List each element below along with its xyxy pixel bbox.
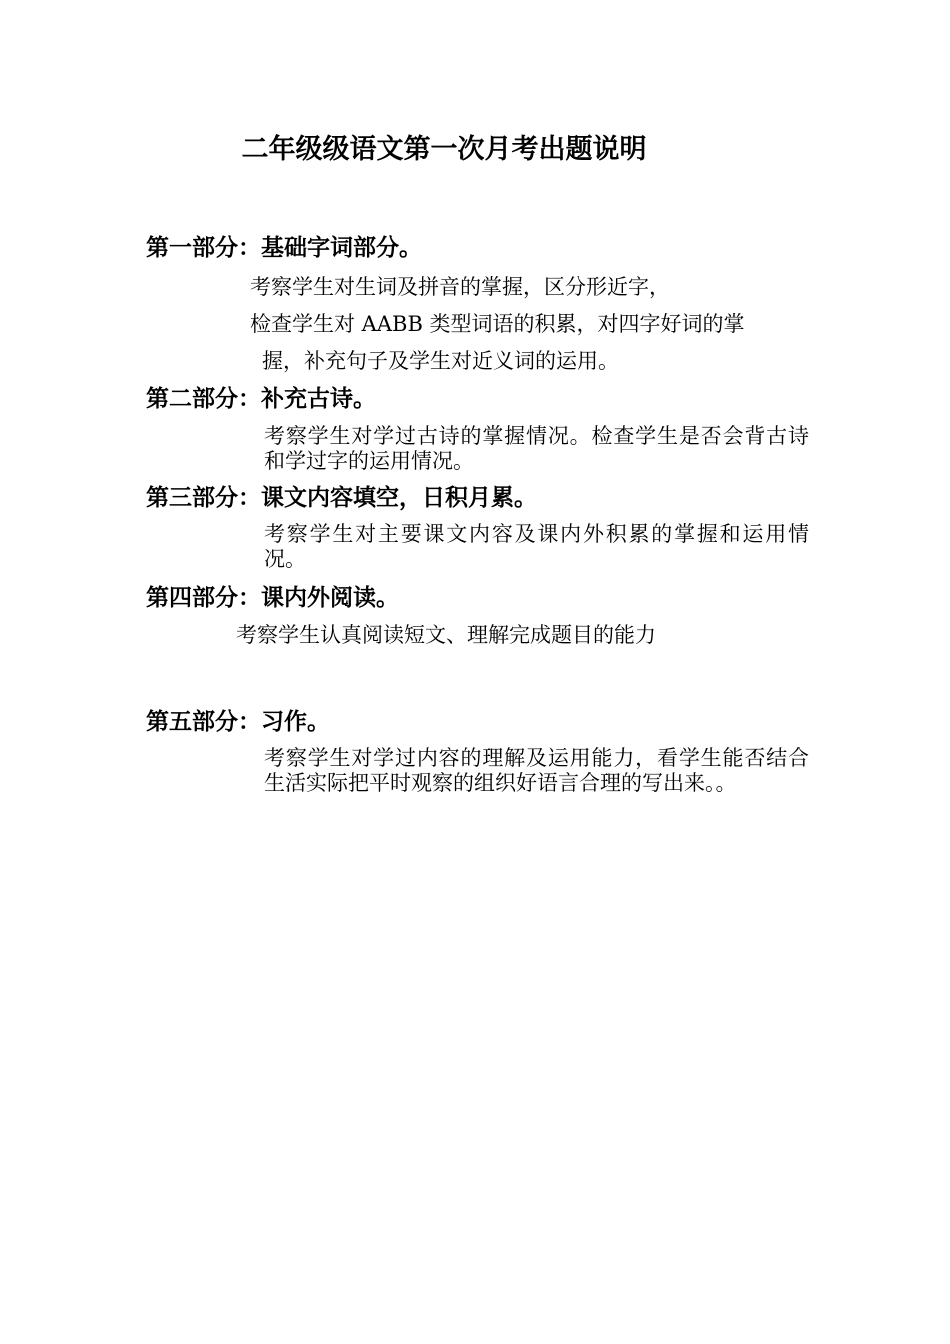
- section-4-line-1: 考察学生认真阅读短文、理解完成题目的能力: [236, 623, 656, 647]
- document-title: 二年级级语文第一次月考出题说明: [241, 134, 647, 165]
- section-1-heading: 第一部分：基础字词部分。: [146, 234, 422, 261]
- section-5-heading: 第五部分：习作。: [146, 708, 330, 735]
- section-4-heading: 第四部分：课内外阅读。: [146, 584, 399, 611]
- section-1-line-1: 考察学生对生词及拼音的掌握，区分形近字，: [250, 275, 670, 299]
- section-3-heading: 第三部分：课文内容填空，日积月累。: [146, 484, 537, 511]
- section-1-line-3: 握，补充句子及学生对近义词的运用。: [262, 349, 619, 373]
- section-3-text: 考察学生对主要课文内容及课内外积累的掌握和运用情况。: [264, 522, 809, 571]
- section-1-line-2: 检查学生对 AABB 类型词语的积累，对四字好词的掌: [250, 312, 745, 336]
- section-2-text: 考察学生对学过古诗的掌握情况。检查学生是否会背古诗和学过字的运用情况。: [264, 424, 809, 473]
- section-5-text: 考察学生对学过内容的理解及运用能力，看学生能否结合生活实际把平时观察的组织好语言合理的写出来。。: [264, 746, 809, 795]
- section-2-heading: 第二部分：补充古诗。: [146, 385, 376, 412]
